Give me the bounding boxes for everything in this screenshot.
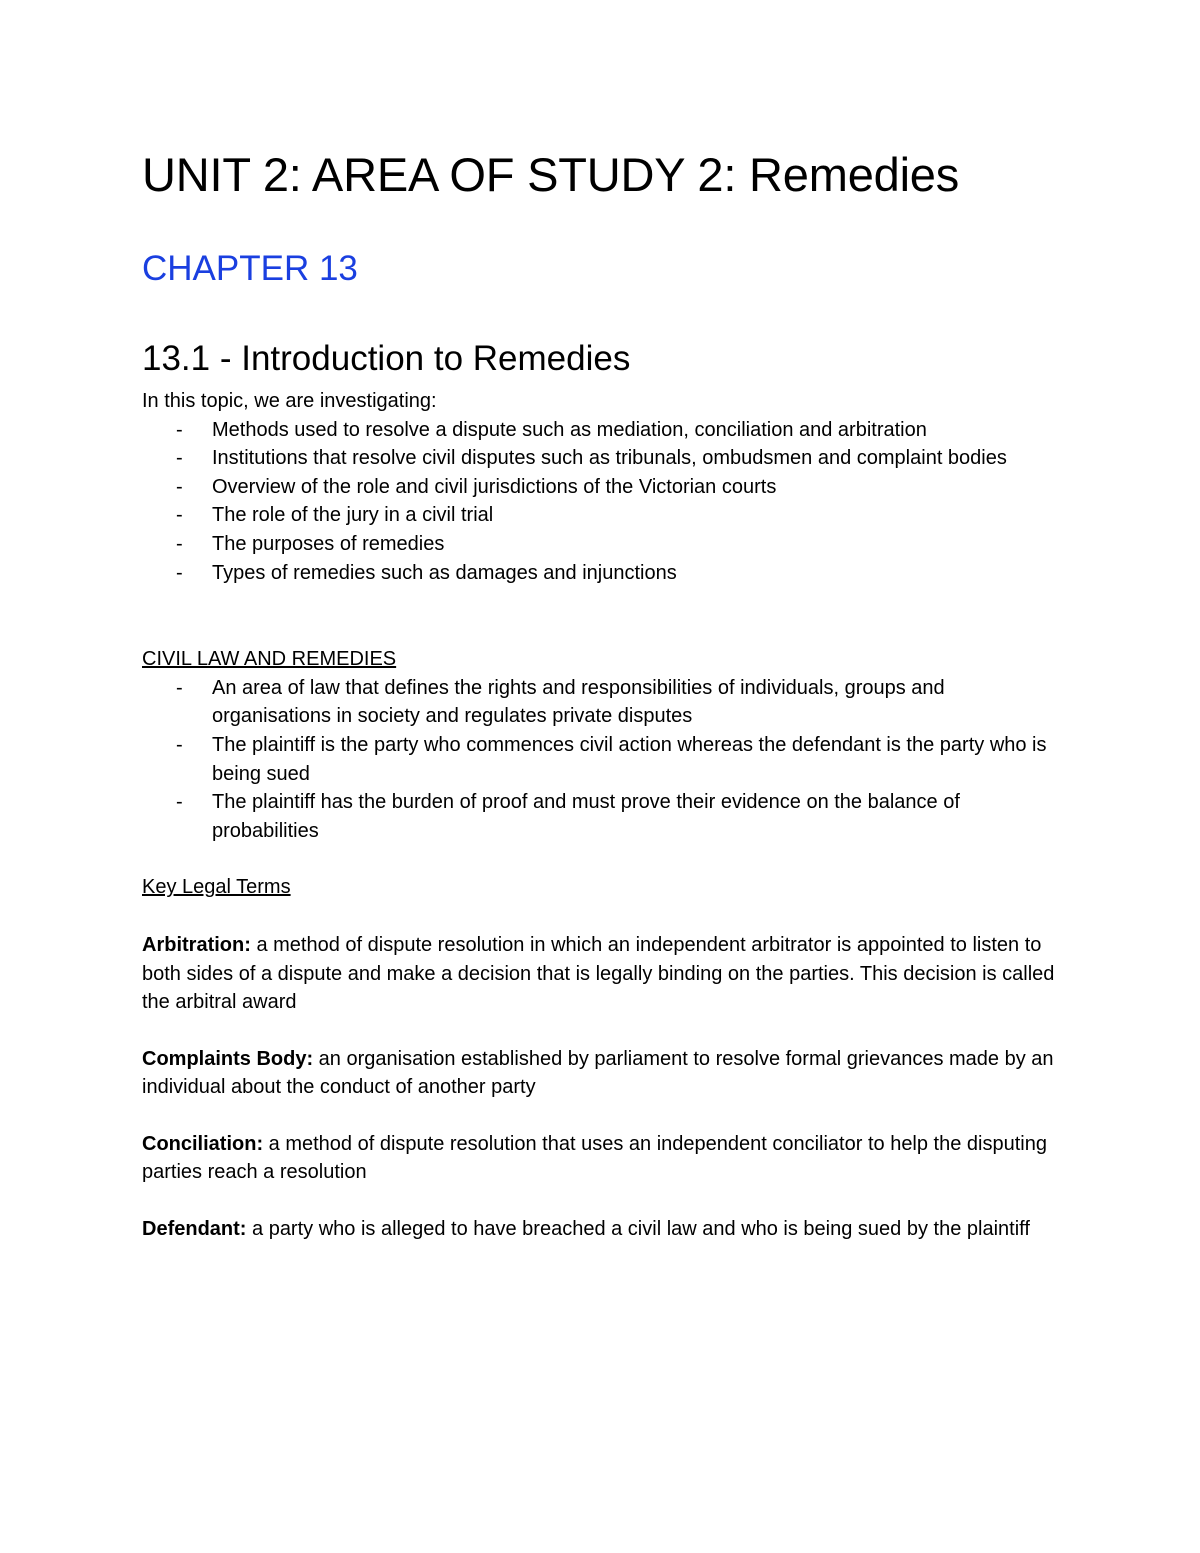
key-terms-heading: Key Legal Terms (142, 876, 291, 899)
list-item-text: The plaintiff has the burden of proof and must prove their evidence on the balance of probabilities (212, 791, 960, 842)
list-item (142, 731, 1062, 788)
term-name: Arbitration: (142, 933, 251, 956)
bullet-dash: - (176, 561, 183, 584)
bullet-dash: - (176, 733, 183, 756)
bullet-dash: - (176, 532, 183, 555)
document-content (142, 140, 1062, 1244)
list-item-text: Institutions that resolve civil disputes such as tribunals, ombudsmen and complaint bodies (212, 447, 1007, 470)
term-definition (142, 1215, 1062, 1244)
list-item-text: The purposes of remedies (212, 532, 445, 555)
civil-law-heading: CIVIL LAW AND REMEDIES (142, 648, 397, 671)
civil-law-list (142, 674, 1062, 846)
bullet-dash: - (176, 791, 183, 814)
bullet-dash: - (176, 475, 183, 498)
list-item (142, 473, 1062, 502)
list-item (142, 501, 1062, 530)
list-item-text: Methods used to resolve a dispute such as mediation, conciliation and arbitration (212, 418, 927, 441)
term-text: a party who is alleged to have breached a civil law and who is being sued by the plaintiff (246, 1218, 1030, 1241)
term-name: Complaints Body: (142, 1047, 314, 1070)
term-definition (142, 1045, 1062, 1102)
list-item-text: The role of the jury in a civil trial (212, 504, 494, 527)
list-item (142, 530, 1062, 559)
term-text: a method of dispute resolution in which an independent arbitrator is appointed to listen to both sides of a dispute and make a decision that is legally binding on the parties. This decision is called the arbitral award (142, 933, 1055, 1014)
chapter-heading: CHAPTER 13 (142, 249, 358, 288)
bullet-dash: - (176, 447, 183, 470)
list-item-text: Overview of the role and civil jurisdictions of the Victorian courts (212, 475, 777, 498)
term-definition (142, 931, 1062, 1017)
term-text: a method of dispute resolution that uses an independent conciliator to help the disputing parties reach a resolution (142, 1132, 1047, 1184)
list-item-text: Types of remedies such as damages and injunctions (212, 561, 677, 584)
list-item-text: The plaintiff is the party who commences civil action whereas the defendant is the party who is being sued (212, 733, 1047, 785)
list-item (142, 674, 1062, 731)
list-item (142, 559, 1062, 588)
list-item (142, 788, 1062, 845)
intro-text: In this topic, we are investigating: (142, 390, 437, 412)
term-text: an organisation established by parliament to resolve formal grievances made by an individual about the conduct of another party (142, 1047, 1054, 1099)
topics-list (142, 416, 1062, 588)
term-name: Defendant: (142, 1218, 247, 1241)
bullet-dash: - (176, 676, 183, 699)
section-heading: 13.1 - Introduction to Remedies (142, 339, 631, 378)
term-definition (142, 1130, 1062, 1187)
document-title: UNIT 2: AREA OF STUDY 2: Remedies (142, 148, 960, 201)
list-item (142, 416, 1062, 445)
list-item (142, 444, 1062, 473)
term-name: Conciliation: (142, 1132, 264, 1155)
bullet-dash: - (176, 504, 183, 527)
list-item-text: An area of law that defines the rights and responsibilities of individuals, groups and organisations in society and regulates private disputes (212, 676, 945, 728)
bullet-dash: - (176, 418, 183, 441)
